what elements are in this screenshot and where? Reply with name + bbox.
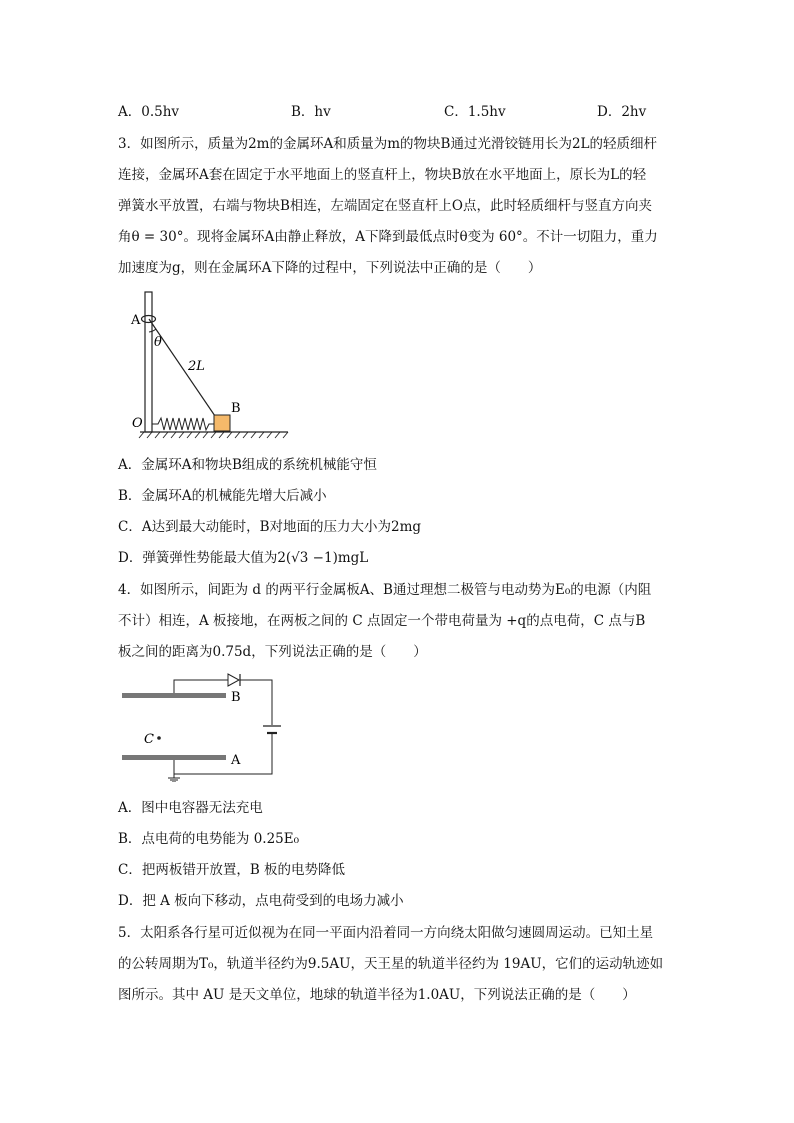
q3-option-c: C．A达到最大动能时，B对地面的压力大小为2mg	[118, 519, 422, 535]
q2-option-b: B．hv	[291, 104, 331, 120]
q4-option-b: B．点电荷的电势能为 0.25E₀	[118, 831, 300, 847]
label-o: O	[132, 416, 143, 431]
battery-symbol	[263, 726, 281, 733]
spring	[152, 418, 214, 430]
ground-hatching	[139, 432, 288, 438]
plate-a	[122, 755, 226, 760]
label-a: A	[231, 753, 241, 768]
q3-option-d: D．弹簧弹性势能最大值为2(√3 −1)mgL	[118, 550, 369, 566]
q5-stem-line: 图所示。其中 AU 是天文单位，地球的轨道半径为1.0AU，下列说法正确的是（ ）	[118, 987, 636, 1003]
q3-rod-spring-figure	[128, 288, 298, 440]
q4-option-d: D．把 A 板向下移动，点电荷受到的电场力减小	[118, 893, 404, 909]
label-b: B	[231, 401, 241, 416]
q4-stem-line: 4．如图所示，间距为 d 的两平行金属板A、B通过理想二极管与电动势为E₀的电源（内阻	[118, 582, 652, 598]
q3-option-a: A．金属环A和物块B组成的系统机械能守恒	[118, 457, 377, 473]
q3-stem-line: 连接，金属环A套在固定于水平地面上的竖直杆上，物块B放在水平地面上，原长为L的轻	[118, 167, 647, 183]
label-rod-length: 2L	[188, 359, 205, 374]
q4-option-a: A．图中电容器无法充电	[118, 800, 263, 816]
q3-stem-line: 加速度为g，则在金属环A下降的过程中，下列说法中正确的是（ ）	[118, 260, 542, 276]
q5-stem-line: 5．太阳系各行星可近似视为在同一平面内沿着同一方向绕太阳做匀速圆周运动。已知土星	[118, 925, 654, 941]
light-rod	[149, 319, 215, 416]
point-c	[157, 736, 161, 740]
q5-stem-line: 的公转周期为T₀，轨道半径约为9.5AU，天王星的轨道半径约为 19AU，它们的运动轨迹如	[118, 956, 664, 972]
vertical-pole	[145, 292, 152, 432]
label-a: A	[131, 313, 141, 328]
q4-option-c: C．把两板错开放置，B 板的电势降低	[118, 862, 346, 878]
block-b	[214, 415, 230, 431]
q3-stem-line: 角θ = 30°。现将金属环A由静止释放，A下降到最低点时θ变为 60°。不计一切阻力，重力	[118, 229, 658, 245]
label-b: B	[231, 690, 241, 705]
label-c: C	[144, 732, 154, 747]
q3-option-b: B．金属环A的机械能先增大后减小	[118, 488, 327, 504]
label-theta: θ	[154, 335, 162, 350]
q4-stem-line: 不计）相连，A 板接地，在两板之间的 C 点固定一个带电荷量为 +q的点电荷，C 点与B	[118, 613, 646, 629]
plate-b	[122, 693, 226, 698]
q3-stem-line: 弹簧水平放置，右端与物块B相连，左端固定在竖直杆上O点，此时轻质细杆与竖直方向夹	[118, 198, 652, 214]
q4-capacitor-figure	[118, 672, 288, 782]
q2-option-a: A．0.5hv	[118, 104, 180, 120]
ground-symbol	[168, 778, 180, 782]
q3-stem-line: 3．如图所示，质量为2m的金属环A和质量为m的物块B通过光滑铰链用长为2L的轻质细杆	[118, 136, 658, 152]
q2-option-d: D．2hv	[597, 104, 647, 120]
diode-symbol	[226, 674, 246, 686]
q2-option-c: C．1.5hv	[444, 104, 506, 120]
q4-stem-line: 板之间的距离为0.75d，下列说法正确的是（ ）	[118, 644, 427, 660]
